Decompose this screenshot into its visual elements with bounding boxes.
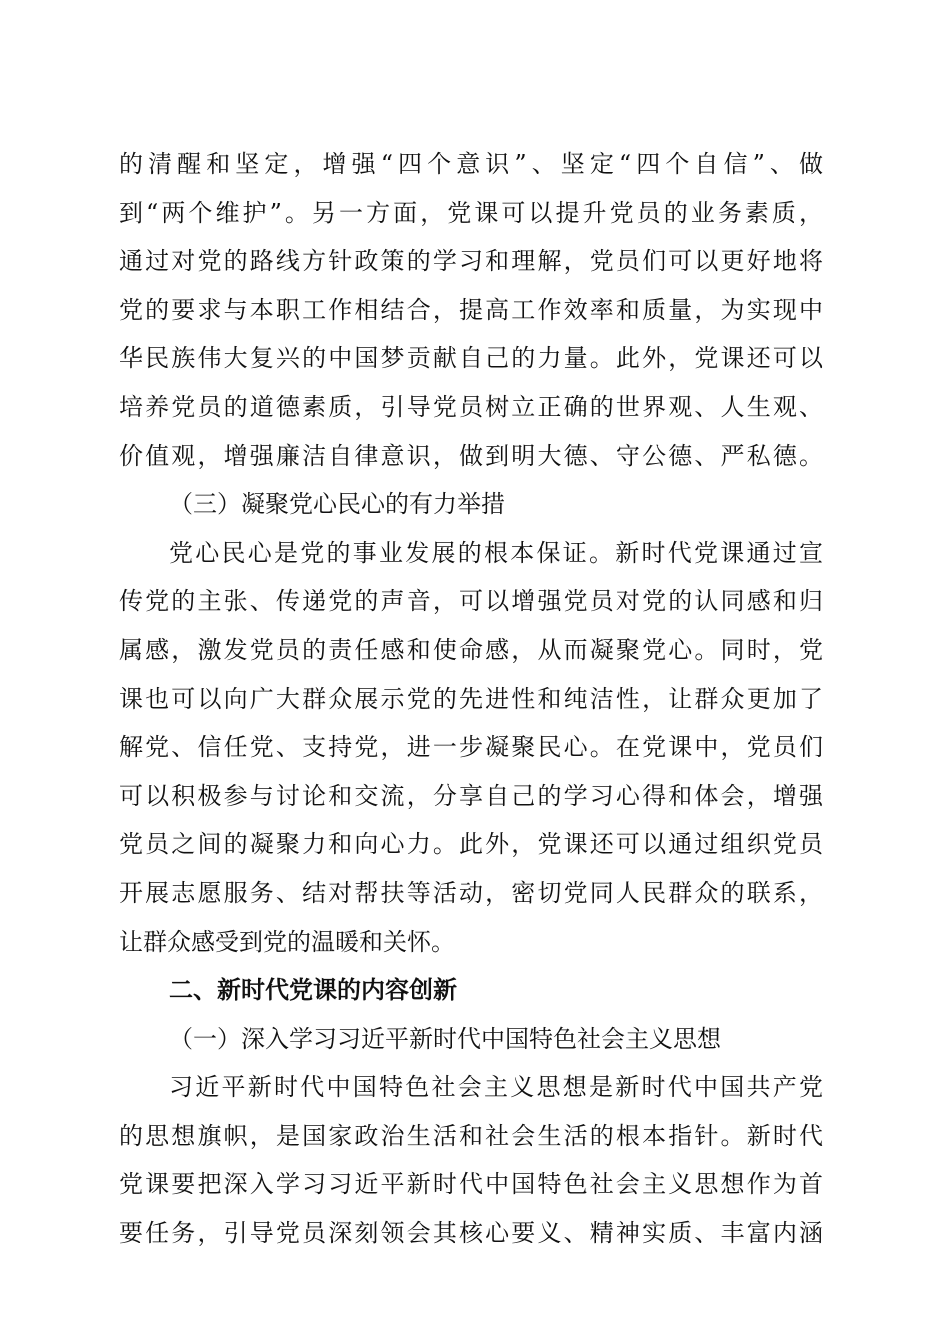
paragraph-line: 传党的主张、传递党的声音，可以增强党员对党的认同感和归 xyxy=(119,587,823,616)
paragraph-first-line: 习近平新时代中国特色社会主义思想是新时代中国共产党 xyxy=(169,1073,823,1102)
paragraph-line: 的清醒和坚定，增强“四个意识”、坚定“四个自信”、做 xyxy=(119,150,823,178)
section-heading: 二、新时代党课的内容创新 xyxy=(169,976,457,1005)
section-subheading: （一）深入学习习近平新时代中国特色社会主义思想 xyxy=(169,1024,721,1053)
paragraph-line: 要任务，引导党员深刻领会其核心要义、精神实质、丰富内涵 xyxy=(119,1219,823,1248)
paragraph-line: 可以积极参与讨论和交流，分享自己的学习心得和体会，增强 xyxy=(119,781,823,810)
paragraph-line: 开展志愿服务、结对帮扶等活动，密切党同人民群众的联系， xyxy=(119,878,823,907)
paragraph-line: 的思想旗帜，是国家政治生活和社会生活的根本指针。新时代 xyxy=(119,1121,823,1150)
paragraph-line: 党课要把深入学习习近平新时代中国特色社会主义思想作为首 xyxy=(119,1170,823,1199)
paragraph-line: 价值观，增强廉洁自律意识，做到明大德、守公德、严私德。 xyxy=(119,441,823,470)
paragraph-line: 华民族伟大复兴的中国梦贡献自己的力量。此外，党课还可以 xyxy=(119,344,823,373)
section-subheading: （三）凝聚党心民心的有力举措 xyxy=(169,490,505,519)
document-body xyxy=(119,140,823,1258)
paragraph-last-line: 让群众感受到党的温暖和关怀。 xyxy=(119,927,455,956)
paragraph-line: 解党、信任党、支持党，进一步凝聚民心。在党课中，党员们 xyxy=(119,733,823,762)
paragraph-line: 通过对党的路线方针政策的学习和理解，党员们可以更好地将 xyxy=(119,247,823,276)
paragraph-line: 党员之间的凝聚力和向心力。此外，党课还可以通过组织党员 xyxy=(119,830,823,859)
paragraph-first-line: 党心民心是党的事业发展的根本保证。新时代党课通过宣 xyxy=(169,538,823,567)
paragraph-line: 课也可以向广大群众展示党的先进性和纯洁性，让群众更加了 xyxy=(119,684,823,713)
paragraph-line: 党的要求与本职工作相结合，提高工作效率和质量，为实现中 xyxy=(119,295,823,324)
paragraph-line: 培养党员的道德素质，引导党员树立正确的世界观、人生观、 xyxy=(119,392,823,421)
paragraph-line: 属感，激发党员的责任感和使命感，从而凝聚党心。同时，党 xyxy=(119,635,823,664)
paragraph-line: 到“两个维护”。另一方面，党课可以提升党员的业务素质， xyxy=(119,198,823,227)
